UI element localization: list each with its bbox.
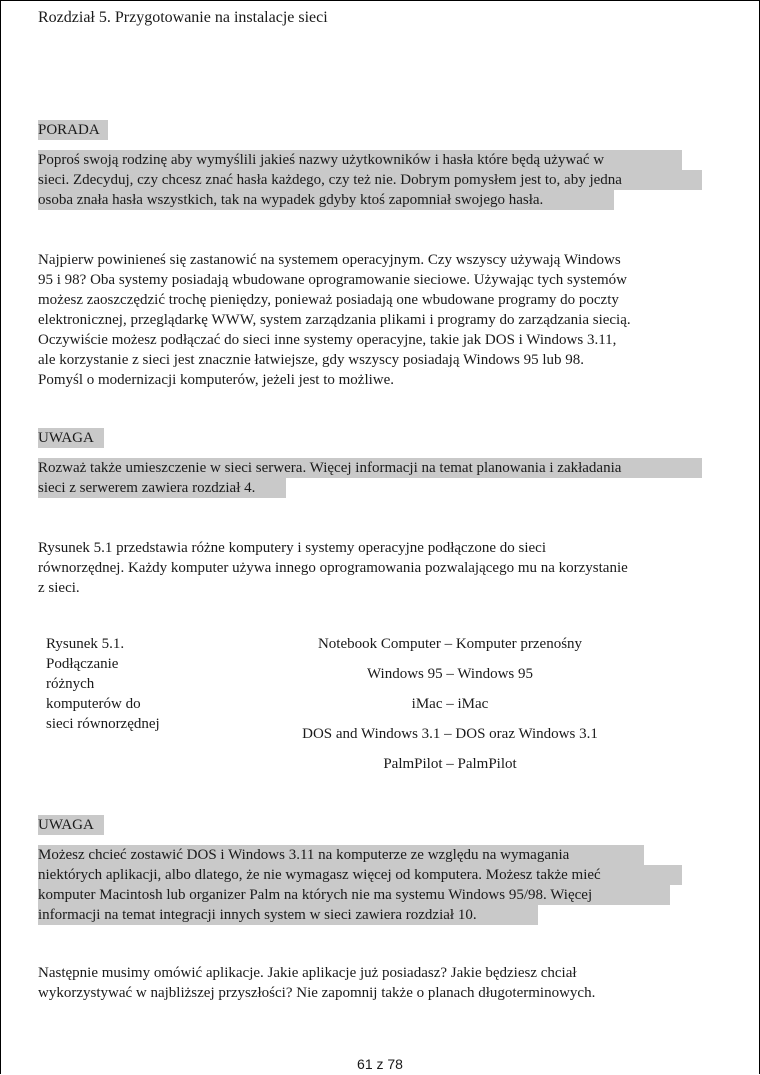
figure-row: Windows 95 – Windows 95 bbox=[366, 666, 534, 682]
paragraph-line: możesz zaoszczędzić trochę pieniędzy, ponieważ posiadają one wbudowane programy do poczty bbox=[38, 292, 619, 308]
paragraph-line: równorzędnej. Każdy komputer używa innego oprogramowania pozwalającego mu na korzystanie bbox=[38, 560, 628, 576]
paragraph-line: Oczywiście możesz podłączać do sieci inne systemy operacyjne, takie jak DOS i Windows 3.11, bbox=[38, 332, 617, 348]
paragraph-line: ale korzystanie z sieci jest znacznie łatwiejsze, gdy wszyscy posiadają Windows 95 lub 98. bbox=[38, 352, 585, 368]
porada-label: PORADA bbox=[38, 120, 108, 140]
porada-line: sieci. Zdecyduj, czy chcesz znać hasła każdego, czy też nie. Dobrym pomysłem jest to, aby jedna bbox=[38, 170, 702, 190]
figure-caption-line: sieci równorzędnej bbox=[46, 716, 160, 732]
uwaga-line: Rozważ także umieszczenie w sieci serwera. Więcej informacji na temat planowania i zakładania bbox=[38, 458, 702, 478]
figure-caption bbox=[46, 634, 160, 734]
chapter-title: Rozdział 5. Przygotowanie na instalacje sieci bbox=[38, 9, 328, 26]
uwaga-label: UWAGA bbox=[38, 428, 104, 448]
figure-caption-line: Rysunek 5.1. bbox=[46, 636, 125, 652]
paragraph-line: 95 i 98? Oba systemy posiadają wbudowane oprogramowanie sieciowe. Używając tych systemów bbox=[38, 272, 628, 288]
uwaga-label: UWAGA bbox=[38, 815, 104, 835]
figure-caption-line: komputerów do bbox=[46, 696, 141, 712]
figure-caption-line: Podłączanie bbox=[46, 656, 119, 672]
figure-caption-line: różnych bbox=[46, 676, 95, 692]
paragraph-line: z sieci. bbox=[38, 580, 80, 596]
paragraph-line: Rysunek 5.1 przedstawia różne komputery i systemy operacyjne podłączone do sieci bbox=[38, 540, 546, 556]
paragraph-line: Najpierw powinieneś się zastanowić na systemem operacyjnym. Czy wszyscy używają Windows bbox=[38, 252, 621, 268]
uwaga-line: niektórych aplikacji, albo dlatego, że nie wymagasz więcej od komputera. Możesz także mieć bbox=[38, 865, 682, 885]
figure-row: DOS and Windows 3.1 – DOS oraz Windows 3.1 bbox=[302, 726, 598, 742]
figure-row: Notebook Computer – Komputer przenośny bbox=[317, 636, 583, 652]
figure-row: PalmPilot – PalmPilot bbox=[383, 756, 517, 772]
paragraph-line: elektronicznej, przeglądarkę WWW, system zarządzania plikami i programy do zarządzania siecią. bbox=[38, 312, 631, 328]
uwaga-line: komputer Macintosh lub organizer Palm na których nie ma systemu Windows 95/98. Więcej bbox=[38, 885, 670, 905]
paragraph-line: Następnie musimy omówić aplikacje. Jakie aplikacje już posiadasz? Jakie będziesz chciał bbox=[38, 965, 577, 981]
figure-row: iMac – iMac bbox=[411, 696, 489, 712]
page-number: 61 z 78 bbox=[357, 1056, 403, 1072]
porada-line: osoba znała hasła wszystkich, tak na wypadek gdyby ktoś zapomniał swojego hasła. bbox=[38, 190, 614, 210]
porada-line: Poproś swoją rodzinę aby wymyślili jakieś nazwy użytkowników i hasła które będą używać w bbox=[38, 150, 682, 170]
paragraph-line: wykorzystywać w najbliższej przyszłości? Nie zapomnij także o planach długoterminowych. bbox=[38, 985, 596, 1001]
uwaga-line: sieci z serwerem zawiera rozdział 4. bbox=[38, 478, 286, 498]
paragraph-line: Pomyśl o modernizacji komputerów, jeżeli jest to możliwe. bbox=[38, 372, 395, 388]
uwaga-line: Możesz chcieć zostawić DOS i Windows 3.11 na komputerze ze względu na wymagania bbox=[38, 845, 644, 865]
uwaga-line: informacji na temat integracji innych system w sieci zawiera rozdział 10. bbox=[38, 905, 538, 925]
